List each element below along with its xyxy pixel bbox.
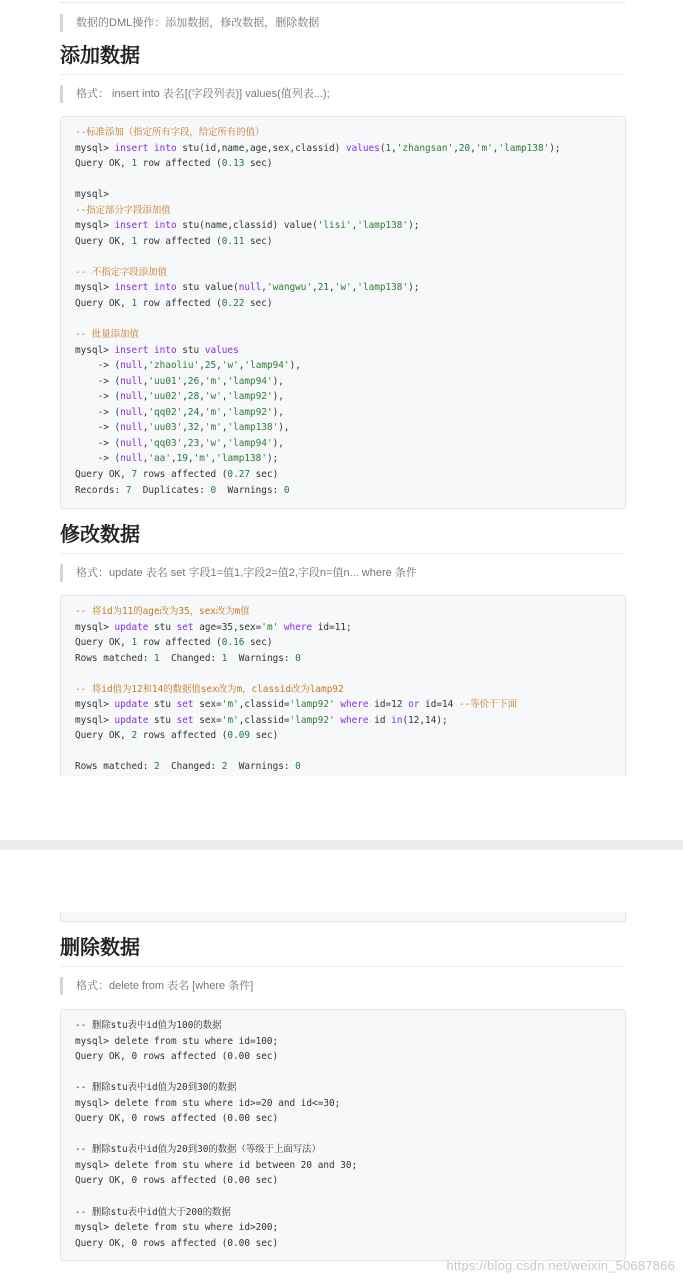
code-token: ,classid= xyxy=(238,714,290,726)
code-line xyxy=(75,682,611,698)
code-line xyxy=(75,604,611,620)
code-token: 'lisi' xyxy=(317,220,352,232)
code-token: 'm' xyxy=(221,714,239,726)
code-token: where xyxy=(340,714,369,726)
code-token: , xyxy=(238,360,245,372)
code-token: , xyxy=(199,422,205,434)
code-token: 0 xyxy=(283,484,290,496)
code-line xyxy=(75,296,611,312)
code-token: , xyxy=(182,422,188,434)
code-line xyxy=(75,697,611,713)
code-token: 'aa' xyxy=(148,453,171,465)
code-token: 'm' xyxy=(204,406,222,418)
code-line xyxy=(75,1049,611,1065)
code-token: 'w' xyxy=(221,360,239,372)
code-token: -- 删除stu表中id值为100的数据 xyxy=(75,1020,222,1031)
code-token: 'lamp138' xyxy=(216,453,267,465)
code-token: 'zhaoliu' xyxy=(148,360,200,372)
code-token: --指定部分字段添加值 xyxy=(75,204,171,216)
code-token: set xyxy=(176,714,194,726)
code-token: null xyxy=(120,391,143,403)
code-token: -> ( xyxy=(75,375,121,387)
code-token: values xyxy=(345,142,380,154)
code-line xyxy=(75,1205,611,1221)
code-line xyxy=(75,728,611,744)
code-token: sec) xyxy=(244,235,273,247)
code-token: Warnings: xyxy=(216,484,284,496)
code-block-update xyxy=(60,595,626,776)
code-token: -> ( xyxy=(75,422,121,434)
intro-quote: 数据的DML操作：添加数据，修改数据，删除数据 xyxy=(60,14,626,32)
code-line xyxy=(75,451,611,467)
code-line xyxy=(75,420,611,436)
code-token: 25 xyxy=(204,360,217,372)
code-token: -- 删除stu表中id值大于200的数据 xyxy=(75,1206,231,1218)
code-token: , xyxy=(329,282,335,294)
code-token: -- 删除stu表中id值为20到30的数据 xyxy=(75,1082,237,1094)
section-title-update: 修改数据 xyxy=(60,521,626,554)
code-line xyxy=(75,358,611,374)
code-line xyxy=(75,1220,611,1236)
code-token: 'qq03' xyxy=(148,437,183,449)
code-token: 0 xyxy=(210,484,217,496)
code-token: -> ( xyxy=(75,360,121,372)
code-token: insert into xyxy=(114,282,177,294)
code-token: , xyxy=(199,391,205,403)
code-line xyxy=(75,1127,611,1143)
code-line xyxy=(75,467,611,483)
code-token: , xyxy=(182,406,188,418)
code-token: 0.27 xyxy=(227,469,250,481)
code-line xyxy=(75,312,611,328)
code-token: 1 xyxy=(131,637,138,649)
code-token: rows affected ( xyxy=(137,469,228,481)
code-token: -> ( xyxy=(75,391,121,403)
code-token: sec) xyxy=(250,730,279,742)
code-token: stu(name,classid) value( xyxy=(176,220,318,232)
code-token: 7 xyxy=(131,469,138,481)
code-token: ), xyxy=(272,437,284,449)
code-line xyxy=(75,141,611,157)
code-token: mysql> xyxy=(75,344,115,356)
code-line xyxy=(75,125,611,141)
code-token: , xyxy=(312,282,318,294)
code-token: id=11; xyxy=(312,621,352,633)
code-token: null xyxy=(120,453,143,465)
code-token: , xyxy=(216,360,222,372)
code-token: in xyxy=(391,714,403,726)
code-token: , xyxy=(142,422,149,434)
code-line xyxy=(75,374,611,390)
code-token: Rows matched: xyxy=(75,652,155,664)
code-token: id=14 xyxy=(419,699,459,711)
code-token: mysql> delete from stu where id>200; xyxy=(75,1222,279,1234)
code-token: ); xyxy=(408,282,420,294)
code-token: ), xyxy=(272,406,284,418)
code-line xyxy=(75,1236,611,1252)
code-line xyxy=(75,1065,611,1081)
code-line xyxy=(75,172,611,188)
code-token: stu xyxy=(148,699,177,711)
code-token: -- 将id值为12和14的数据值sex改为m，classid改为lamp92 xyxy=(75,683,344,695)
code-token: --标准添加（指定所有字段，给定所有的值） xyxy=(75,127,265,138)
code-token: mysql> delete from stu where id=100; xyxy=(75,1035,279,1047)
code-token: 'uu03' xyxy=(148,422,183,434)
code-token: --等价于下面 xyxy=(458,699,518,711)
code-token: 'w' xyxy=(204,391,222,403)
code-token: 'lamp92' xyxy=(289,699,335,711)
code-token: ), xyxy=(289,360,301,372)
code-token: mysql> xyxy=(75,220,115,232)
code-token: null xyxy=(238,282,262,294)
code-token: Warnings: xyxy=(227,761,296,773)
code-token: 19 xyxy=(176,453,188,465)
code-token: -> ( xyxy=(75,406,121,418)
code-token: 'lamp92' xyxy=(289,714,335,726)
code-token: null xyxy=(120,375,143,387)
code-token: Changed: xyxy=(159,761,222,773)
code-token: null xyxy=(120,422,143,434)
code-line xyxy=(75,651,611,667)
code-token: row affected ( xyxy=(137,637,222,649)
code-token: , xyxy=(221,422,228,434)
code-line xyxy=(75,249,611,265)
code-token: 'qq02' xyxy=(148,406,183,418)
code-line xyxy=(75,666,611,682)
section-title-delete: 删除数据 xyxy=(60,934,626,967)
code-line xyxy=(75,343,611,359)
code-line xyxy=(75,1142,611,1158)
code-token: 0.16 xyxy=(221,637,245,649)
code-token: 2 xyxy=(154,761,160,773)
code-token: , xyxy=(470,142,476,154)
code-token: , xyxy=(351,282,358,294)
code-token: insert into xyxy=(114,344,177,356)
code-token: Query OK, 0 rows affected (0.00 sec) xyxy=(75,1237,279,1249)
code-token: stu xyxy=(148,714,177,726)
code-token: sex= xyxy=(193,699,222,711)
code-token: 'lamp94' xyxy=(244,360,290,372)
code-token: mysql> delete from stu where id between 20 and 30; xyxy=(75,1159,358,1171)
code-token: ,classid= xyxy=(238,699,290,711)
format-quote-delete: 格式：delete from 表名 [where 条件] xyxy=(60,977,626,995)
code-token: Query OK, xyxy=(75,298,132,310)
code-token: where xyxy=(340,699,369,711)
code-line xyxy=(75,713,611,729)
code-token: Duplicates: xyxy=(131,484,211,496)
code-token: set xyxy=(176,621,194,633)
code-token: 'm' xyxy=(261,621,279,633)
code-token: mysql> xyxy=(75,282,115,294)
code-line xyxy=(75,1111,611,1127)
code-token: 23 xyxy=(187,437,200,449)
code-block-continuation xyxy=(60,912,626,922)
code-line xyxy=(75,280,611,296)
code-token: 0.09 xyxy=(227,730,250,742)
code-token: values xyxy=(204,344,239,356)
code-token: , xyxy=(492,142,499,154)
code-line xyxy=(75,405,611,421)
code-token: Changed: xyxy=(159,652,222,664)
code-token: ); xyxy=(549,142,561,154)
code-token: 'm' xyxy=(204,375,222,387)
code-token: 'lamp138' xyxy=(498,142,550,154)
code-token: Query OK, xyxy=(75,158,132,170)
code-token: , xyxy=(142,391,149,403)
code-token: , xyxy=(142,360,149,372)
code-line xyxy=(75,1158,611,1174)
code-token: age=35,sex= xyxy=(193,621,262,633)
code-token: , xyxy=(142,406,149,418)
code-token: , xyxy=(221,437,228,449)
code-line xyxy=(75,1018,611,1034)
code-token: Query OK, xyxy=(75,235,132,247)
code-line xyxy=(75,1034,611,1050)
code-token: update xyxy=(114,699,149,711)
code-line xyxy=(75,1189,611,1205)
code-token: ), xyxy=(272,375,284,387)
code-token: Query OK, xyxy=(75,730,132,742)
code-token: mysql> delete from stu where id>=20 and id<=30; xyxy=(75,1097,341,1109)
code-token: 0.13 xyxy=(221,158,245,170)
code-token: rows affected ( xyxy=(137,730,228,742)
code-token: mysql> xyxy=(75,142,115,154)
code-token: mysql> xyxy=(75,699,115,711)
code-token: -- 批量添加值 xyxy=(75,329,139,341)
code-token: Rows matched: xyxy=(75,761,155,773)
code-token: row affected ( xyxy=(137,298,222,310)
code-token: 'uu02' xyxy=(148,391,183,403)
code-token: , xyxy=(199,375,205,387)
code-token: , xyxy=(351,220,358,232)
code-token: null xyxy=(120,360,143,372)
code-token: -> ( xyxy=(75,437,121,449)
code-line xyxy=(75,759,611,775)
code-token: id xyxy=(368,714,392,726)
code-token: 20 xyxy=(458,142,471,154)
code-token: 'uu01' xyxy=(148,375,183,387)
format-quote-add: 格式： insert into 表名[(字段列表)] values(值列表...); xyxy=(60,85,626,103)
code-token: stu xyxy=(176,344,205,356)
code-token: insert into xyxy=(114,220,177,232)
code-token: sec) xyxy=(244,298,273,310)
code-token: -- 将id为11的age改为35，sex改为m值 xyxy=(75,606,250,617)
code-token: , xyxy=(142,375,149,387)
code-token: stu xyxy=(148,621,177,633)
code-line xyxy=(75,187,611,203)
code-block-delete xyxy=(60,1009,626,1261)
code-token: ( xyxy=(379,142,386,154)
code-token: , xyxy=(210,453,217,465)
code-token: mysql> xyxy=(75,714,115,726)
code-token: , xyxy=(182,437,188,449)
code-token: , xyxy=(182,375,188,387)
code-token: Query OK, xyxy=(75,469,132,481)
code-token: sec) xyxy=(244,158,273,170)
code-token: 32 xyxy=(187,422,200,434)
code-token: Warnings: xyxy=(227,652,296,664)
code-token: mysql> xyxy=(75,621,115,633)
code-line xyxy=(75,1173,611,1189)
code-token: or xyxy=(408,699,420,711)
code-token: 'lamp138' xyxy=(227,422,279,434)
code-token: id=12 xyxy=(368,699,409,711)
code-token: 24 xyxy=(187,406,200,418)
code-token: 'm' xyxy=(221,699,239,711)
code-token: 1 xyxy=(131,235,138,247)
code-token: sec) xyxy=(250,469,279,481)
code-line xyxy=(75,635,611,651)
code-token: 'w' xyxy=(204,437,222,449)
code-token: , xyxy=(453,142,459,154)
code-token: , xyxy=(391,142,397,154)
code-token: 2 xyxy=(221,761,228,773)
code-token: 1 xyxy=(154,652,160,664)
code-token: 'w' xyxy=(334,282,352,294)
code-token: update xyxy=(114,621,149,633)
code-line xyxy=(75,327,611,343)
code-token: 0 xyxy=(295,652,301,664)
code-token: Query OK, 0 rows affected (0.00 sec) xyxy=(75,1113,279,1125)
page-break xyxy=(0,840,683,850)
code-token: , xyxy=(182,391,188,403)
code-token: 'm' xyxy=(193,453,211,465)
code-token: , xyxy=(142,453,149,465)
code-token: 'lamp138' xyxy=(357,220,409,232)
code-token: null xyxy=(120,406,143,418)
code-token: (12,14); xyxy=(402,714,448,726)
code-token: ), xyxy=(278,422,290,434)
section-title-add: 添加数据 xyxy=(60,42,626,75)
code-line xyxy=(75,1080,611,1096)
code-block-add xyxy=(60,116,626,509)
code-token: 'lamp94' xyxy=(227,437,273,449)
code-token: stu value( xyxy=(176,282,239,294)
code-token: Records: xyxy=(75,484,126,496)
code-token: , xyxy=(170,453,177,465)
code-line xyxy=(75,203,611,219)
format-quote-update: 格式：update 表名 set 字段1=值1,字段2=值2,字段n=值n... where 条件 xyxy=(60,564,626,582)
watermark-text: https://blog.csdn.net/weixin_50687866 xyxy=(446,1258,675,1273)
code-token: -- 不指定字段添加值 xyxy=(75,266,167,278)
code-line xyxy=(75,1096,611,1112)
code-token: 'm' xyxy=(475,142,493,154)
code-token: 'lamp92' xyxy=(227,406,273,418)
code-line xyxy=(75,218,611,234)
code-token: stu(id,name,age,sex,classid) xyxy=(176,142,346,154)
code-line xyxy=(75,389,611,405)
code-token: 0.22 xyxy=(221,298,245,310)
code-token: 2 xyxy=(131,730,138,742)
code-token: 26 xyxy=(187,375,200,387)
code-token: 1 xyxy=(131,158,138,170)
code-token: Query OK, 0 rows affected (0.00 sec) xyxy=(75,1175,279,1187)
code-line xyxy=(75,156,611,172)
code-token: , xyxy=(221,375,228,387)
code-token: sec) xyxy=(244,637,273,649)
code-token: , xyxy=(199,437,205,449)
code-token: -- 删除stu表中id值为20到30的数据（等级于上面写法） xyxy=(75,1144,321,1156)
code-token: 21 xyxy=(317,282,330,294)
code-token: row affected ( xyxy=(137,158,222,170)
code-token: update xyxy=(114,714,149,726)
code-token: ); xyxy=(266,453,279,465)
code-token: 'wangwu' xyxy=(266,282,313,294)
code-token: 'lamp92' xyxy=(227,391,273,403)
code-token: , xyxy=(261,282,267,294)
code-token: null xyxy=(120,437,143,449)
code-token: -> ( xyxy=(75,453,121,465)
code-token: , xyxy=(221,391,228,403)
code-token: 0.11 xyxy=(221,235,245,247)
code-token: ); xyxy=(408,220,420,232)
code-line xyxy=(75,483,611,499)
code-token: insert into xyxy=(114,142,177,154)
code-token: , xyxy=(199,360,205,372)
code-token: , xyxy=(221,406,228,418)
code-token: row affected ( xyxy=(137,235,222,247)
code-line xyxy=(75,744,611,760)
code-token: 28 xyxy=(187,391,200,403)
code-token: sex= xyxy=(193,714,222,726)
code-token: where xyxy=(283,621,313,633)
code-line xyxy=(75,620,611,636)
code-line xyxy=(75,234,611,250)
code-token: 'm' xyxy=(204,422,222,434)
code-token: 1 xyxy=(131,298,138,310)
top-divider xyxy=(60,2,626,3)
code-token: 7 xyxy=(125,484,132,496)
code-token: 1 xyxy=(385,142,392,154)
code-line xyxy=(75,436,611,452)
code-token: 'zhangsan' xyxy=(396,142,454,154)
code-token: set xyxy=(176,699,194,711)
code-token: 'lamp138' xyxy=(357,282,409,294)
code-line xyxy=(75,265,611,281)
code-token: , xyxy=(199,406,205,418)
code-token: Query OK, xyxy=(75,637,132,649)
code-token: 1 xyxy=(221,652,228,664)
code-token: Query OK, 0 rows affected (0.00 sec) xyxy=(75,1051,279,1063)
code-token: 'lamp94' xyxy=(227,375,273,387)
code-token: 0 xyxy=(295,761,301,773)
code-token: , xyxy=(187,453,194,465)
code-token: , xyxy=(142,437,149,449)
code-token: mysql> xyxy=(75,189,109,201)
code-token: ), xyxy=(272,391,284,403)
